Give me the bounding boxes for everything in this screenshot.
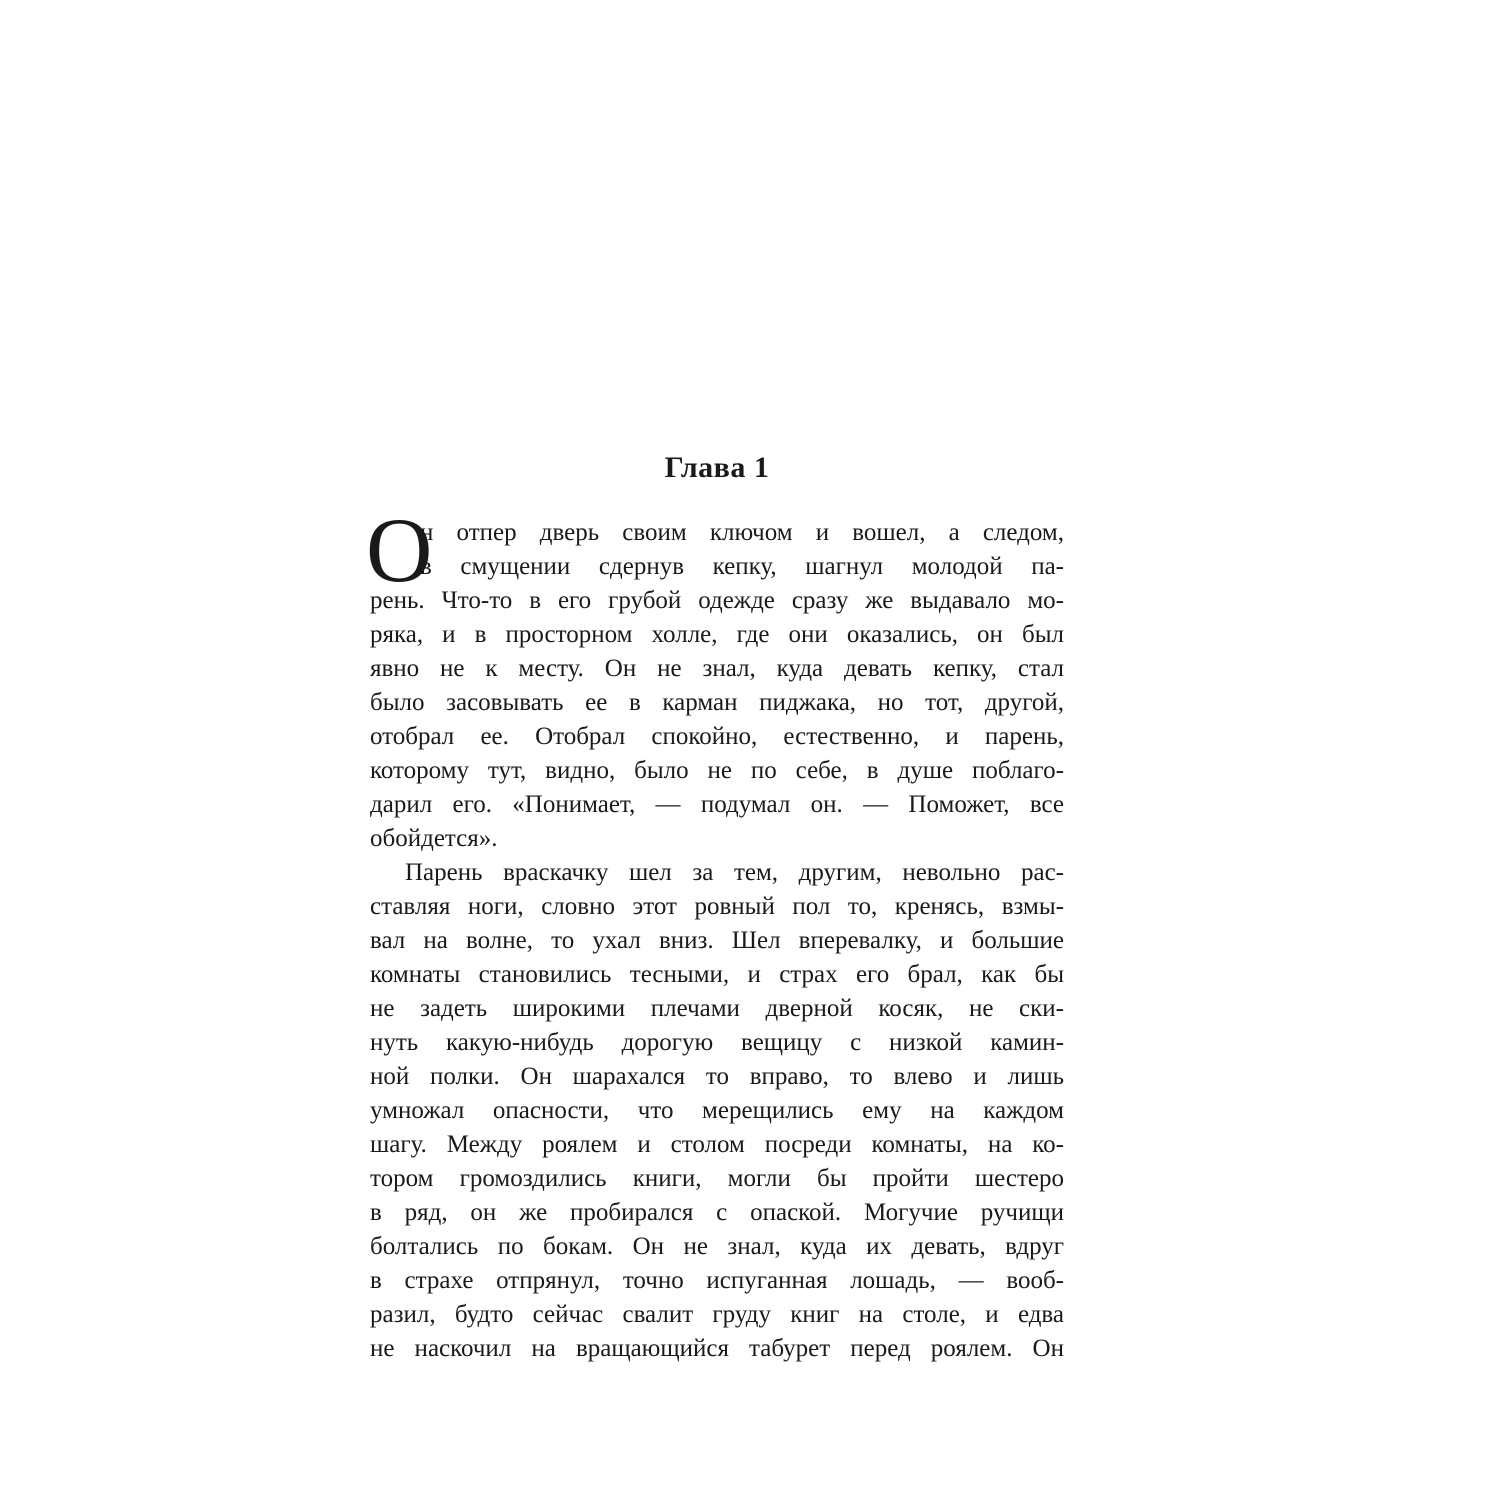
text-line: явно не к месту. Он не знал, куда девать кепку, стал [370,655,1064,682]
text-line: было засовывать ее в карман пиджака, но тот, другой, [370,689,1064,716]
text-line: н отпер дверь своим ключом и вошел, а следом, [420,519,1064,546]
drop-cap: О [366,499,433,601]
text-line: разил, будто сейчас свалит груду книг на столе, и едва [370,1301,1064,1328]
text-line: в смущении сдернув кепку, шагнул молодой па- [420,553,1064,580]
text-line: болтались по бокам. Он не знал, куда их девать, вдруг [370,1233,1064,1260]
text-line: нуть какую-нибудь дорогую вещицу с низкой камин- [370,1029,1064,1056]
text-line: Парень враскачку шел за тем, другим, невольно рас- [405,859,1064,886]
text-line: которому тут, видно, было не по себе, в душе поблаго- [370,757,1064,784]
text-line: тором громоздились книги, могли бы пройти шестеро [370,1165,1064,1192]
text-line: ставляя ноги, словно этот ровный пол то, кренясь, взмы- [370,893,1064,920]
text-line: не задеть широкими плечами дверной косяк, не ски- [370,995,1064,1022]
chapter-title: Глава 1 [664,451,770,484]
text-line: рень. Что-то в его грубой одежде сразу же выдавало мо- [370,587,1064,614]
text-line: вал на волне, то ухал вниз. Шел вперевалку, и большие [370,927,1064,954]
text-line: дарил его. «Понимает, — подумал он. — Поможет, все [370,791,1064,818]
text-line: отобрал ее. Отобрал спокойно, естественно, и парень, [370,723,1064,750]
text-line: не наскочил на вращающийся табурет перед роялем. Он [370,1335,1064,1362]
text-line: умножал опасности, что мерещились ему на каждом [370,1097,1064,1124]
text-line: шагу. Между роялем и столом посреди комнаты, на ко- [370,1131,1064,1158]
text-line: ной полки. Он шарахался то вправо, то влево и лишь [370,1063,1064,1090]
text-line: в страхе отпрянул, точно испуганная лошадь, — вооб- [370,1267,1064,1294]
text-line: обойдется». [370,825,498,852]
text-line: комнаты становились тесными, и страх его брал, как бы [370,961,1064,988]
text-line: ряка, и в просторном холле, где они оказались, он был [370,621,1064,648]
text-line: в ряд, он же пробирался с опаской. Могучие ручищи [370,1199,1064,1226]
